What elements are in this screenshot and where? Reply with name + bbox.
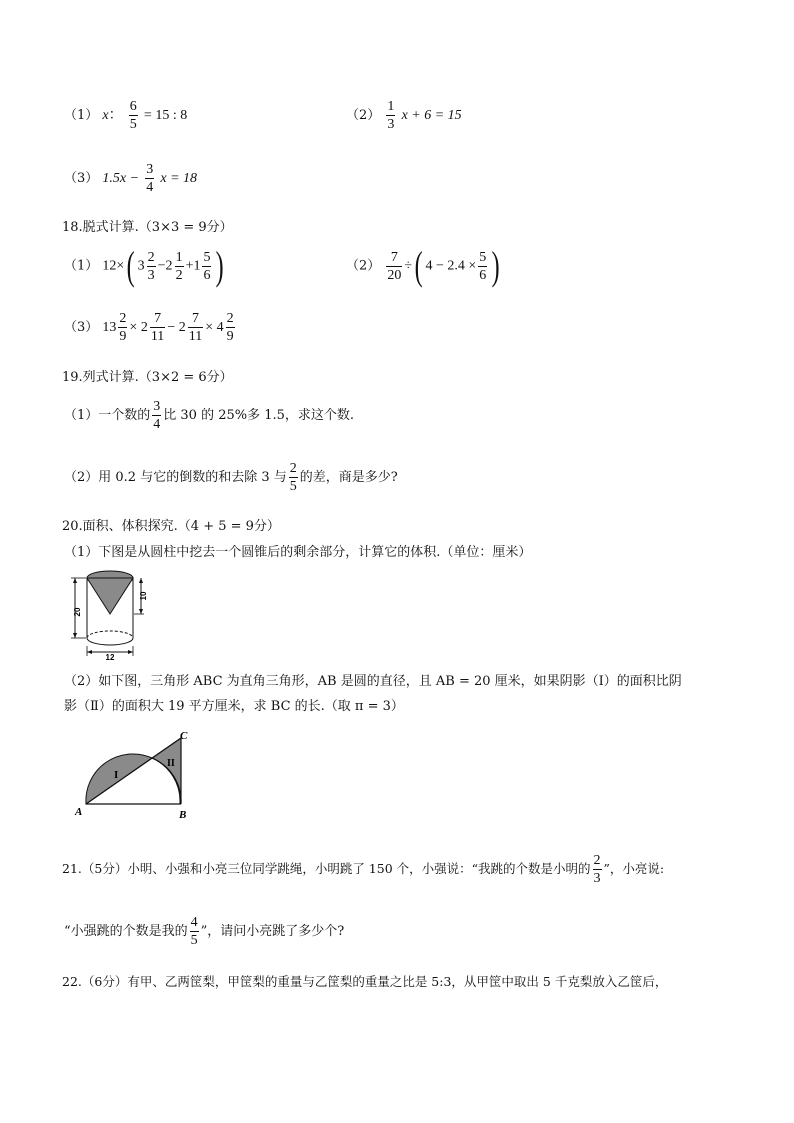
q17-part3: （3） 1.5x − $\frac{3}{4}$ x = 18 bbox=[64, 162, 198, 195]
vertex-C-label: C bbox=[180, 730, 188, 742]
q18-title: 18.脱式计算.（3×3 = 9分） bbox=[62, 220, 233, 235]
q18-part1: （1） 12×( 3 $\frac{2}{3}$ −2 $\frac{1}{2}$ +1 $\frac{5}{6}$ ) bbox=[64, 243, 225, 288]
q19-part1: （1）一个数的 $\frac{3}{4}$ 比 30 的 25%多 1.5，求这个数. bbox=[64, 399, 355, 432]
height-label: 20 bbox=[73, 607, 82, 617]
q17-part2: （2） $\frac{1}{3}$ x + 6 = 15 bbox=[346, 99, 462, 132]
q20-part2-line2: 影（Ⅱ）的面积大 19 平方厘米，求 BC 的长.（取 π = 3） bbox=[64, 699, 404, 714]
vertex-A-label: A bbox=[75, 806, 83, 818]
q21-line2: “小强跳的个数是我的 $\frac{4}{5}$ ”，请问小亮跳了多少个? bbox=[64, 915, 345, 948]
region-I-label: I bbox=[114, 769, 119, 781]
q20-part1: （1）下图是从圆柱中挖去一个圆锥后的剩余部分，计算它的体积.（单位：厘米） bbox=[64, 545, 532, 560]
q17-part1: （1） x： $\frac{6}{5}$ = 15 : 8 bbox=[64, 99, 188, 132]
region-II-label: II bbox=[167, 758, 175, 769]
fraction: $\frac{3}{4}$ bbox=[146, 162, 154, 195]
q21-line1: 21.（5分）小明、小强和小亮三位同学跳绳，小明跳了 150 个，小强说：“我跳的个数是小明的 $\frac{2}{3}$ ”，小亮说: bbox=[62, 853, 665, 886]
q18-part2: （2） $\frac{7}{20}$ ÷( 4 − 2.4 × $\frac{5}{6}$ ) bbox=[346, 243, 500, 288]
cylinder-cone-figure bbox=[66, 568, 148, 660]
q20-part2-line1: （2）如下图，三角形 ABC 为直角三角形，AB 是圆的直径，且 AB = 20 厘米，如果阴影（Ⅰ）的面积比阴 bbox=[64, 674, 682, 689]
triangle-semicircle-figure bbox=[72, 728, 194, 824]
q19-title: 19.列式计算.（3×2 = 6分） bbox=[62, 370, 233, 385]
cone-height-label: 10 bbox=[139, 591, 148, 601]
q22-line1: 22.（6分）有甲、乙两筐梨，甲筐梨的重量与乙筐梨的重量之比是 5:3，从甲筐中取出 5 千克梨放入乙筐后， bbox=[62, 974, 668, 989]
q18-part3: （3） 13 $\frac{2}{9}$ × 2 $\frac{7}{11}$ − 2 $\frac{7}{11}$ × 4 $\frac{2}{9}$ bbox=[64, 311, 234, 344]
q19-part2: （2）用 0.2 与它的倒数的和去除 3 与 $\frac{2}{5}$ 的差，商是多少? bbox=[64, 461, 398, 494]
diameter-label: 12 bbox=[105, 653, 115, 660]
q20-title: 20.面积、体积探究.（4 + 5 = 9分） bbox=[62, 519, 280, 534]
fraction: $\frac{6}{5}$ bbox=[129, 99, 137, 132]
fraction: $\frac{1}{3}$ bbox=[387, 99, 395, 132]
vertex-B-label: B bbox=[179, 809, 187, 821]
